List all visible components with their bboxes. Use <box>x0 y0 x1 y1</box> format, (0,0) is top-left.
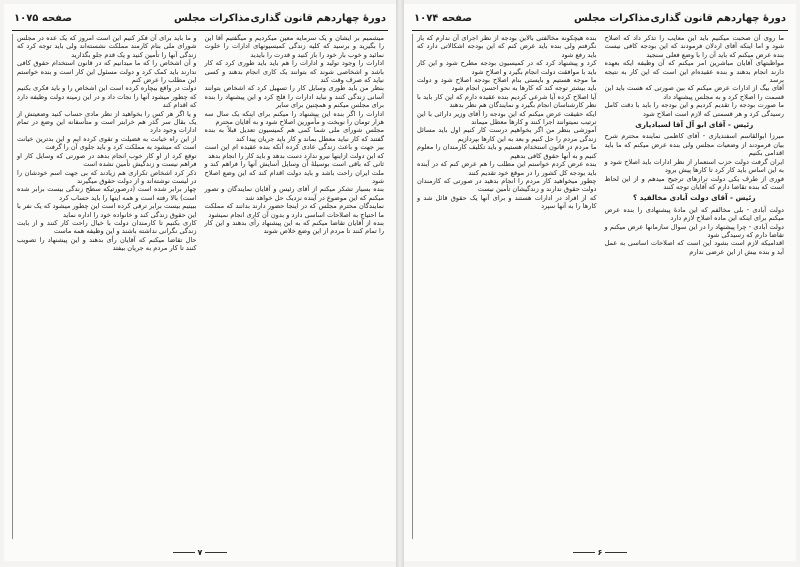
paragraph: بنده عرض کردم خواستم این مطلب را هم عرض کنم که در آینده باید بودجه کل کشور را در موقع خود تقدیم کنند <box>417 160 597 177</box>
paragraph: کاری بکنیم تا کارمندان دولت با خیال راحت کار کنند و از بابت زندگی نگرانی نداشته باشند و این وظیفه همه ماست <box>17 218 197 236</box>
paragraph: حال تقاضا میکنم که آقایان رأی بدهند و این پیشنهاد را تصویب کنند تا کار مردم به جریان بیفتد <box>17 235 197 253</box>
paragraph: مجلس شورای ملی شما کمی هم کمیسیون تعدیل قبلاً به بنده گفتند که کار نباید معطل بماند و کار باید جریان پیدا کند <box>204 126 384 143</box>
paragraph: کرد و پیشنهاد کرد که در کمیسیون بودجه مطرح شود و این کار باید با موافقت دولت انجام بگیرد و اصلاح شود <box>417 59 597 76</box>
paragraph: توقع کرد از او کار خوب انجام بدهد در صورتی که وسایل کار او فراهم نیست و زندگیش تأمین نشده است <box>17 151 197 169</box>
proceedings-title: مذاکرات مجلس <box>173 13 250 24</box>
paragraph: میرزا ابوالقاسم اسفندیاری - آقای کاظمی نماینده محترم شرح بیان فرمودند از وضعیات مجلس ولی بنده عرض میکنم که ما باید اقدامی بکنیم <box>604 132 784 158</box>
journal-title: دورهٔ چهاردهم قانون گذاری <box>250 13 386 24</box>
right-page-column-right <box>601 34 789 539</box>
left-page-footer <box>4 548 396 557</box>
paragraph: ذکر کرد اشخاص تکراری هم زیادند که بی جهت اسم خودشان را در لیست نوشته‌اند و از دولت حقوق میگیرند <box>17 168 197 185</box>
paragraph: چطور میخواهید کار مردم را انجام بدهید در صورتی که کارمندان دولت حقوق ندارند و زندگیشان تأمین نیست <box>417 176 597 194</box>
paragraph: ما موجه هستیم و بایستی بنام اصلاح بودجه اصلاح شود و دولت باید بیشتر توجه کند که کارها به نحو احسن انجام شود <box>417 76 597 93</box>
paragraph: دولت در واقع بیچاره کرده است این اشخاص را و باید فکری بکنیم که چطور میشود آنها را نجات داد و در این زمینه دولت وظیفه دارد که اقدام کند <box>17 84 197 110</box>
paragraph: ما صورت بودجه را تقدیم کردیم و این بودجه را باید با دقت کامل رسیدگی کرد و هر قسمتی که لازم است اصلاح شود <box>604 101 784 118</box>
paragraph: میشمیم بر ایشان و یک سرمایه معین میکردیم و میگفتیم آقا این را بگیرید و برسید که کلیه زندگی کمیسیونهای ادارات را خلوت نمائید و خوب بار خود را باز کنید و قدرت را بایدید <box>204 34 384 59</box>
left-page-columns <box>12 34 388 539</box>
footer-rule <box>173 552 195 553</box>
paragraph: آقای بیگ از ادارات عرض میکنم که بین صورتی که هست باید این قسمت را اصلاح کرد و به مجلس پیشنهاد داد <box>604 84 784 101</box>
paragraph: بنده بسیار تشکر میکنم از آقای رئیس و آقایان نمایندگان و تصور میکنم که این موضوع در آینده نزدیک حل خواهد شد <box>204 185 384 202</box>
right-page-footer <box>404 548 796 557</box>
proceedings-title: مذاکرات مجلس <box>573 13 650 24</box>
paragraph: و یا اگر هر کس را بخواهید از نظر مادی حساب کنید وضعیتش از یک بقال سر گذر هم خرابتر است و متأسفانه این وضع در تمام ادارات وجود دارد <box>17 109 197 135</box>
right-page-header <box>412 10 788 31</box>
footer-rule <box>573 552 595 553</box>
speaker-heading: رئیس - آقای دولت آبادی مخالفید ؟ <box>633 193 756 203</box>
paragraph: بیر جهت و باعث زندگی عادی کرده آنکه بنده عقیده ام این است که این دولت ازاینها نیرو ندارد دست بدهد و باید کار را انجام بدهد <box>204 143 384 160</box>
speaker-heading: رئیس - آقای ابو آل آقا لسبادیاری <box>635 120 754 130</box>
paragraph: ایکه حقیقت عرض میکنم که این بودجه را آقای وزیر دارائی با این ترتیب نمیتوانند اجرا کنند و کارها معطل میماند <box>417 109 597 127</box>
paragraph: دولت آبادی - بلی مخالفم که این مادهٔ پیشنهادی را بنده عرض میکنم برای اینکه این ماده اصلاح لازم دارد <box>604 205 784 223</box>
paragraph: اقدامیکه لازم است بشود این است که اصلاحات اساسی به عمل آید و بنده بیش از این عرضی ندارم <box>604 239 784 256</box>
right-page <box>404 4 796 561</box>
paragraph: از این راه خیانت به فضیلت و تقوی کرده ایم و این بدترین خیانت است که میشود به مملکت کرد و باید جلوی آن را گرفت <box>17 134 197 152</box>
paragraph: ایران گرفت دولت حزب استعمار از نظر ادارات باید اصلاح شود و به این اساس باید کار کرد تا کارها پیش برود <box>604 157 784 175</box>
journal-title: دورهٔ چهاردهم قانون گذاری <box>650 13 786 24</box>
book-gutter <box>396 0 404 567</box>
right-page-columns <box>412 34 788 539</box>
footer-rule <box>205 552 227 553</box>
page-label: صفحه ۱۰۷۴ <box>414 13 473 24</box>
paragraph: بنده هیچکونه مخالفتی بالاین بودجه از نظر اجرای آن ندارم که باز نگرفتم ولی بنده باید عرض کنم که این بودجه اشکالاتی دارد که باید رفع شود <box>417 34 597 59</box>
page-number: ۷ <box>197 548 203 557</box>
paragraph: که از افراد در ادارات هستند و برای آنها یک حقوق قائل شد و کارها را به آنها سپرد <box>417 193 597 211</box>
left-page-column-right <box>201 34 389 539</box>
left-page <box>4 4 396 561</box>
page-label: صفحه ۱۰۷۵ <box>14 13 73 24</box>
paragraph: مواظبتهای آقایان مباشرین امر میکنم که آن وظیفه ایکه بعهده دارند انجام بدهند و بنده عقیده‌ام این است که این کار به نتیجه برسد <box>604 59 784 85</box>
paragraph: ببینیم بیست برابر ترقی کرده است این چطور میشود که یک نفر با این حقوق زندگی کند و خانواده خود را اداره نماید <box>17 202 197 219</box>
paragraph: آیا اصلاح کرده آیا شرعی کردیم بنده عقیده دارم که این کار باید با نظر کارشناسان انجام بگیرد و نمایندگان هم نظر بدهند <box>417 92 597 110</box>
paragraph: نمایندگان محترم مجلس که در اینجا حضور دارند بدانند که مملکت ما احتیاج به اصلاحات اساسی دارد و بدون آن کاری انجام نمیشود <box>204 202 384 219</box>
footer-rule <box>605 552 627 553</box>
paragraph: و آن اشخاص را که ما میدانیم که در قانون استخدام حقوق کافی ندارند باید کمک کرد و دولت مسئول این کار است و بنده خواستم این مطلب را عرض کنم <box>17 59 197 85</box>
paragraph: ثانی که باقی است بوسیلهٔ آن وسایل آسایش آنها را فراهم کند و ملت ایران راحت باشد و باید دولت اقدام کند که این وضع اصلاح شود <box>204 160 384 185</box>
left-page-column-left <box>12 34 201 539</box>
paragraph: ما روی آن صحبت میکنیم باید این معایب را تذکر داد که اصلاح شود و اما اینکه آقای اردلان فرمودند که این بودجه کافی نیست بنده عرض میکنم که باید آن را با وضع فعلی سنجید <box>604 34 784 59</box>
paragraph: دولت آبادی - چرا پیشنهاد را در این سوال سازمانها عرض میکنم و تقاضا دارم که رسیدگی شود <box>604 222 784 239</box>
paragraph: و ما باید برای آن فکر کنیم این است امروز که یک عده در مجلس شورای ملی بنام کارمند مملکت نشسته‌اند ولی باید توجه کرد که زندگی آنها را تأمین کنید و یک قدم جلو بگذارید <box>17 34 197 59</box>
right-page-column-left <box>412 34 601 539</box>
paragraph: ما مردم در قانون استخدام هستیم و باید تکلیف کارمندان را معلوم کنیم و به آنها حقوق کافی بدهیم <box>417 143 597 160</box>
paragraph: بنظر من باید طوری وسایل کار را تسهیل کرد که اشخاص بتوانند آسانی زندگی کنند و نباید ادارات را فلج کرد و این پیشنهاد را بنده برای مجلس میکنم و همچنین برای سایر <box>204 84 384 110</box>
paragraph: ادارات را وجود تولید و ادارات را هم باید باید طوری کرد که کار باشد و اشخاصی شوند که بتوانند یک کاری انجام بدهند و کسی نیاید که صرف وقت کند <box>204 59 384 85</box>
paragraph: ادارات را اگر بنده این پیشنهاد را میکنم برای اینکه یک سال سه هزار تومان را نوبخت و مأمورین اصلاح شود و به آقایان محترم <box>204 109 384 127</box>
paragraph: بنده از آقایان تقاضا میکنم که به این پیشنهاد رأی بدهند و این کار را تمام کنند تا مردم از این وضع خلاص شوند <box>204 218 384 236</box>
paragraph: چهار برابر شده است (درصورتیکه سطح زندگی بیست برابر شده است) بالا رفته است و همه اینها را باید حساب کرد <box>17 185 197 202</box>
page-number: ۶ <box>597 548 603 557</box>
paragraph: فوری از طرف یکی دولت ترازهای ترجیح میدهم و از این لحاظ است که بنده تقاضا دارم که آقایان توجه کنند <box>604 174 784 191</box>
paragraph: آموزشی بنظر من اگر بخواهیم درست کار کنیم اول باید مسائل زندگی مردم را حل کنیم و بعد به این کارها بپردازیم <box>417 126 597 143</box>
left-page-header <box>12 10 388 31</box>
